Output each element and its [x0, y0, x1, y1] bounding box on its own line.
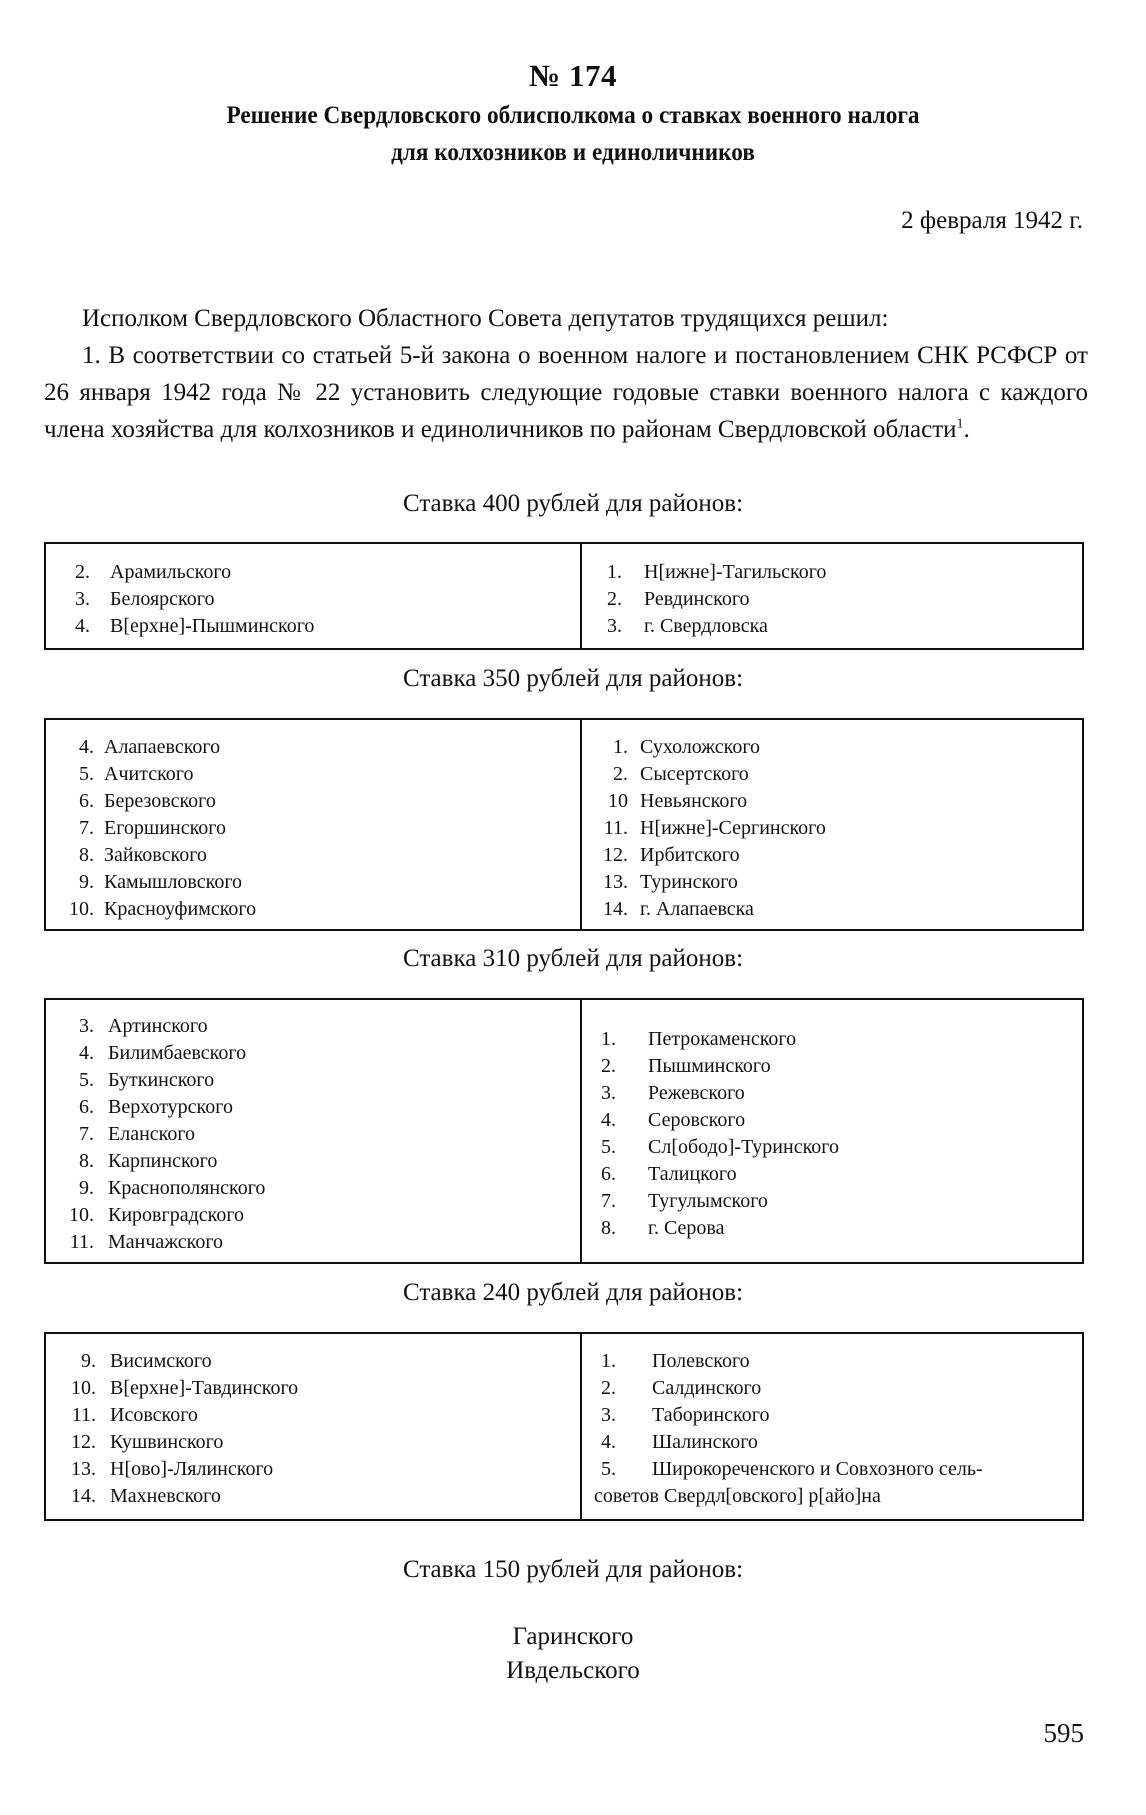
- intro-preamble: Исполком Свердловского Областного Совета депутатов трудящихся решил:: [82, 305, 889, 332]
- rate-table-left-column: [46, 720, 582, 929]
- district-number: 3.: [601, 1082, 616, 1104]
- footnote-mark: 1: [956, 416, 964, 432]
- district-name: Ревдинского: [644, 588, 750, 610]
- rate-heading-240: Ставка 240 рублей для районов:: [402, 1279, 744, 1306]
- district-number: 7.: [79, 817, 94, 839]
- district-number: 7.: [79, 1123, 94, 1145]
- district-row: [594, 1348, 1082, 1375]
- district-row: [594, 1188, 1082, 1215]
- district-name: Н[ижне]-Сергинского: [640, 817, 826, 839]
- rate-table-right-column: [582, 544, 1082, 648]
- district-number: 5.: [601, 1136, 616, 1158]
- district-number: 1.: [601, 1350, 616, 1372]
- district-number: 7.: [601, 1190, 616, 1212]
- district-number: 6.: [601, 1163, 616, 1185]
- district-name: Зайковского: [104, 844, 207, 866]
- district-name: Манчажского: [108, 1231, 224, 1253]
- district-number: 14.: [603, 898, 628, 920]
- district-row: [594, 559, 1082, 586]
- district-row: [60, 1121, 580, 1148]
- district-row: [594, 1161, 1082, 1188]
- district-row: [594, 1375, 1082, 1402]
- rate-table-350: [44, 718, 1084, 931]
- district-row: [60, 734, 580, 761]
- district-name: Краснополянского: [108, 1177, 266, 1199]
- district-name: Туринского: [640, 871, 738, 893]
- district-name: Кировградского: [108, 1204, 245, 1226]
- district-name: Сухоложского: [640, 736, 761, 758]
- district-number: 13.: [71, 1458, 96, 1480]
- district-name: Егоршинского: [104, 817, 227, 839]
- district-row: [60, 788, 580, 815]
- document-number: № 174: [529, 58, 617, 93]
- district-name: Еланского: [108, 1123, 196, 1145]
- district-number: 12.: [71, 1431, 96, 1453]
- rate-table-right-column: [582, 1000, 1082, 1262]
- district-row: [60, 869, 580, 896]
- district-number: 9.: [79, 1177, 94, 1199]
- rate-table-240: [44, 1332, 1084, 1521]
- rate-table-left-column: [46, 1000, 582, 1262]
- district-row: [60, 1040, 580, 1067]
- district-number: 12.: [603, 844, 628, 866]
- district-row: [594, 1215, 1082, 1242]
- district-number: 5.: [79, 763, 94, 785]
- district-row: [60, 1013, 580, 1040]
- district-number: 1.: [613, 736, 628, 758]
- district-name: Артинского: [108, 1015, 208, 1037]
- district-name: Таборинского: [652, 1404, 770, 1426]
- district-number: 3.: [75, 588, 90, 610]
- district-name: Кушвинского: [110, 1431, 224, 1453]
- district-number: 10.: [69, 898, 94, 920]
- district-name: Н[ово]-Лялинского: [110, 1458, 274, 1480]
- district-name: г. Алапаевска: [640, 898, 754, 920]
- district-row: [60, 1094, 580, 1121]
- district-name: Арамильского: [110, 561, 232, 583]
- district-row: [594, 761, 1082, 788]
- district-row: [60, 1202, 580, 1229]
- district-number: 2.: [601, 1055, 616, 1077]
- district-name: Белоярского: [110, 588, 215, 610]
- district-number: 14.: [71, 1485, 96, 1507]
- district-row: [60, 1402, 580, 1429]
- rate-150-district-list: [0, 1620, 1146, 1688]
- district-name: Красноуфимского: [104, 898, 257, 920]
- district-number: 11.: [69, 1231, 94, 1253]
- district-number: 3.: [601, 1404, 616, 1426]
- district-row: [594, 869, 1082, 896]
- district-name: Талицкого: [648, 1163, 737, 1185]
- district-name: Тугулымского: [648, 1190, 768, 1212]
- rate-table-left-column: [46, 544, 582, 648]
- rate-heading-150: Ставка 150 рублей для районов:: [402, 1556, 744, 1583]
- district-name: Верхотурского: [108, 1096, 233, 1118]
- district-name: Березовского: [104, 790, 216, 812]
- district-number: 8.: [79, 844, 94, 866]
- district-name: Ивдельского: [506, 1657, 640, 1684]
- district-number: 10.: [71, 1377, 96, 1399]
- rate-table-310: [44, 998, 1084, 1264]
- district-name: Шалинского: [652, 1431, 758, 1453]
- district-number: 5.: [601, 1458, 616, 1480]
- district-row: [60, 613, 580, 640]
- district-number: 4.: [75, 615, 90, 637]
- district-number: 2.: [601, 1377, 616, 1399]
- document-title-line-2: для колхозников и единоличников: [391, 139, 755, 166]
- district-number: 5.: [79, 1069, 94, 1091]
- district-number: 4.: [79, 736, 94, 758]
- district-name: Алапаевского: [104, 736, 221, 758]
- district-number: 11.: [71, 1404, 96, 1426]
- rate-table-400: [44, 542, 1084, 650]
- district-name: В[ерхне]-Тавдинского: [110, 1377, 299, 1399]
- page-number: 595: [1043, 1718, 1084, 1748]
- district-row: [60, 1456, 580, 1483]
- district-row: [60, 1429, 580, 1456]
- rate-table-left-column: [46, 1334, 582, 1519]
- district-name: Широкореченского и Совхозного сель-: [652, 1458, 983, 1480]
- district-row: [594, 734, 1082, 761]
- district-number: 6.: [79, 790, 94, 812]
- district-number: 2.: [75, 561, 90, 583]
- district-number: 2.: [607, 588, 622, 610]
- district-row: [594, 1429, 1082, 1456]
- district-row: [60, 815, 580, 842]
- district-name: Махневского: [110, 1485, 221, 1507]
- rate-table-right-column: [582, 720, 1082, 929]
- district-row: [60, 1483, 580, 1510]
- district-number: 6.: [79, 1096, 94, 1118]
- district-row: [594, 896, 1082, 923]
- district-row: [594, 1456, 1082, 1483]
- district-name: В[ерхне]-Пышминского: [110, 615, 315, 637]
- intro-text: [44, 300, 1088, 448]
- district-name: г. Серова: [648, 1217, 725, 1239]
- district-row: [60, 559, 580, 586]
- district-name: Н[ижне]-Тагильского: [644, 561, 827, 583]
- district-number: 13.: [603, 871, 628, 893]
- district-row: [60, 842, 580, 869]
- district-number: 4.: [601, 1431, 616, 1453]
- district-number: 4.: [601, 1109, 616, 1131]
- district-name: Исовского: [110, 1404, 198, 1426]
- district-name: Гаринского: [512, 1623, 634, 1650]
- district-name: Карпинского: [108, 1150, 218, 1172]
- document-title-line-1: Решение Свердловского облисполкома о ставках военного налога: [226, 102, 920, 129]
- district-row: [60, 1375, 580, 1402]
- district-row: [60, 896, 580, 923]
- district-name: Билимбаевского: [108, 1042, 247, 1064]
- district-name: Серовского: [648, 1109, 746, 1131]
- intro-paragraph-text: 1. В соответствии со статьей 5-й закона о военном налоге и постановлением СНК РСФСР от 26 января 1942 года № 22 установить следующие годовые ставки военного налога с каждого члена хозяйства для колхозников и единоличников по районам Свердловской области: [44, 342, 1088, 443]
- district-number: 1.: [607, 561, 622, 583]
- district-name: г. Свердловска: [644, 615, 768, 637]
- district-number: 3.: [607, 615, 622, 637]
- district-row: [594, 842, 1082, 869]
- district-name: Петрокаменского: [648, 1028, 797, 1050]
- district-name: Сысертского: [640, 763, 749, 785]
- district-number: 10: [608, 790, 628, 812]
- district-name: Камышловского: [104, 871, 243, 893]
- district-name: Висимского: [110, 1350, 212, 1372]
- district-number: 4.: [79, 1042, 94, 1064]
- district-number: 10.: [69, 1204, 94, 1226]
- district-row: [594, 1134, 1082, 1161]
- district-row: [60, 1348, 580, 1375]
- district-row-continuation: советов Свердл[овского] р[айо]на: [594, 1485, 881, 1507]
- district-name: Ирбитского: [640, 844, 740, 866]
- rate-heading-310: Ставка 310 рублей для районов:: [402, 945, 744, 972]
- district-name: Пышминского: [648, 1055, 771, 1077]
- district-row: [60, 1175, 580, 1202]
- district-row: [594, 1053, 1082, 1080]
- district-name: Салдинского: [652, 1377, 762, 1399]
- district-number: 1.: [601, 1028, 616, 1050]
- district-number: 11.: [603, 817, 628, 839]
- document-date: 2 февраля 1942 г.: [901, 207, 1083, 234]
- district-row: [60, 761, 580, 788]
- district-name: Невьянского: [640, 790, 748, 812]
- district-name: Буткинского: [108, 1069, 215, 1091]
- rate-heading-400: Ставка 400 рублей для районов:: [402, 490, 744, 517]
- district-row: [60, 1067, 580, 1094]
- district-row: [60, 1229, 580, 1256]
- district-row: [594, 1080, 1082, 1107]
- rate-table-right-column: [582, 1334, 1082, 1519]
- rate-heading-350: Ставка 350 рублей для районов:: [402, 665, 744, 692]
- district-number: 8.: [79, 1150, 94, 1172]
- district-number: 9.: [81, 1350, 96, 1372]
- district-number: 9.: [79, 871, 94, 893]
- district-name: Ачитского: [104, 763, 194, 785]
- district-row: [594, 1026, 1082, 1053]
- district-number: 8.: [601, 1217, 616, 1239]
- intro-paragraph: [44, 337, 1088, 448]
- district-row: [594, 815, 1082, 842]
- district-row: [594, 586, 1082, 613]
- district-number: 3.: [79, 1015, 94, 1037]
- district-number: 2.: [613, 763, 628, 785]
- intro-paragraph-end: .: [963, 416, 970, 443]
- district-row: [594, 1402, 1082, 1429]
- district-row: [594, 613, 1082, 640]
- district-row: [594, 1107, 1082, 1134]
- district-row: [60, 1148, 580, 1175]
- district-row: [594, 788, 1082, 815]
- district-name: Сл[ободо]-Туринского: [648, 1136, 839, 1158]
- district-row: [60, 586, 580, 613]
- district-name: Полевского: [652, 1350, 750, 1372]
- district-name: Режевского: [648, 1082, 745, 1104]
